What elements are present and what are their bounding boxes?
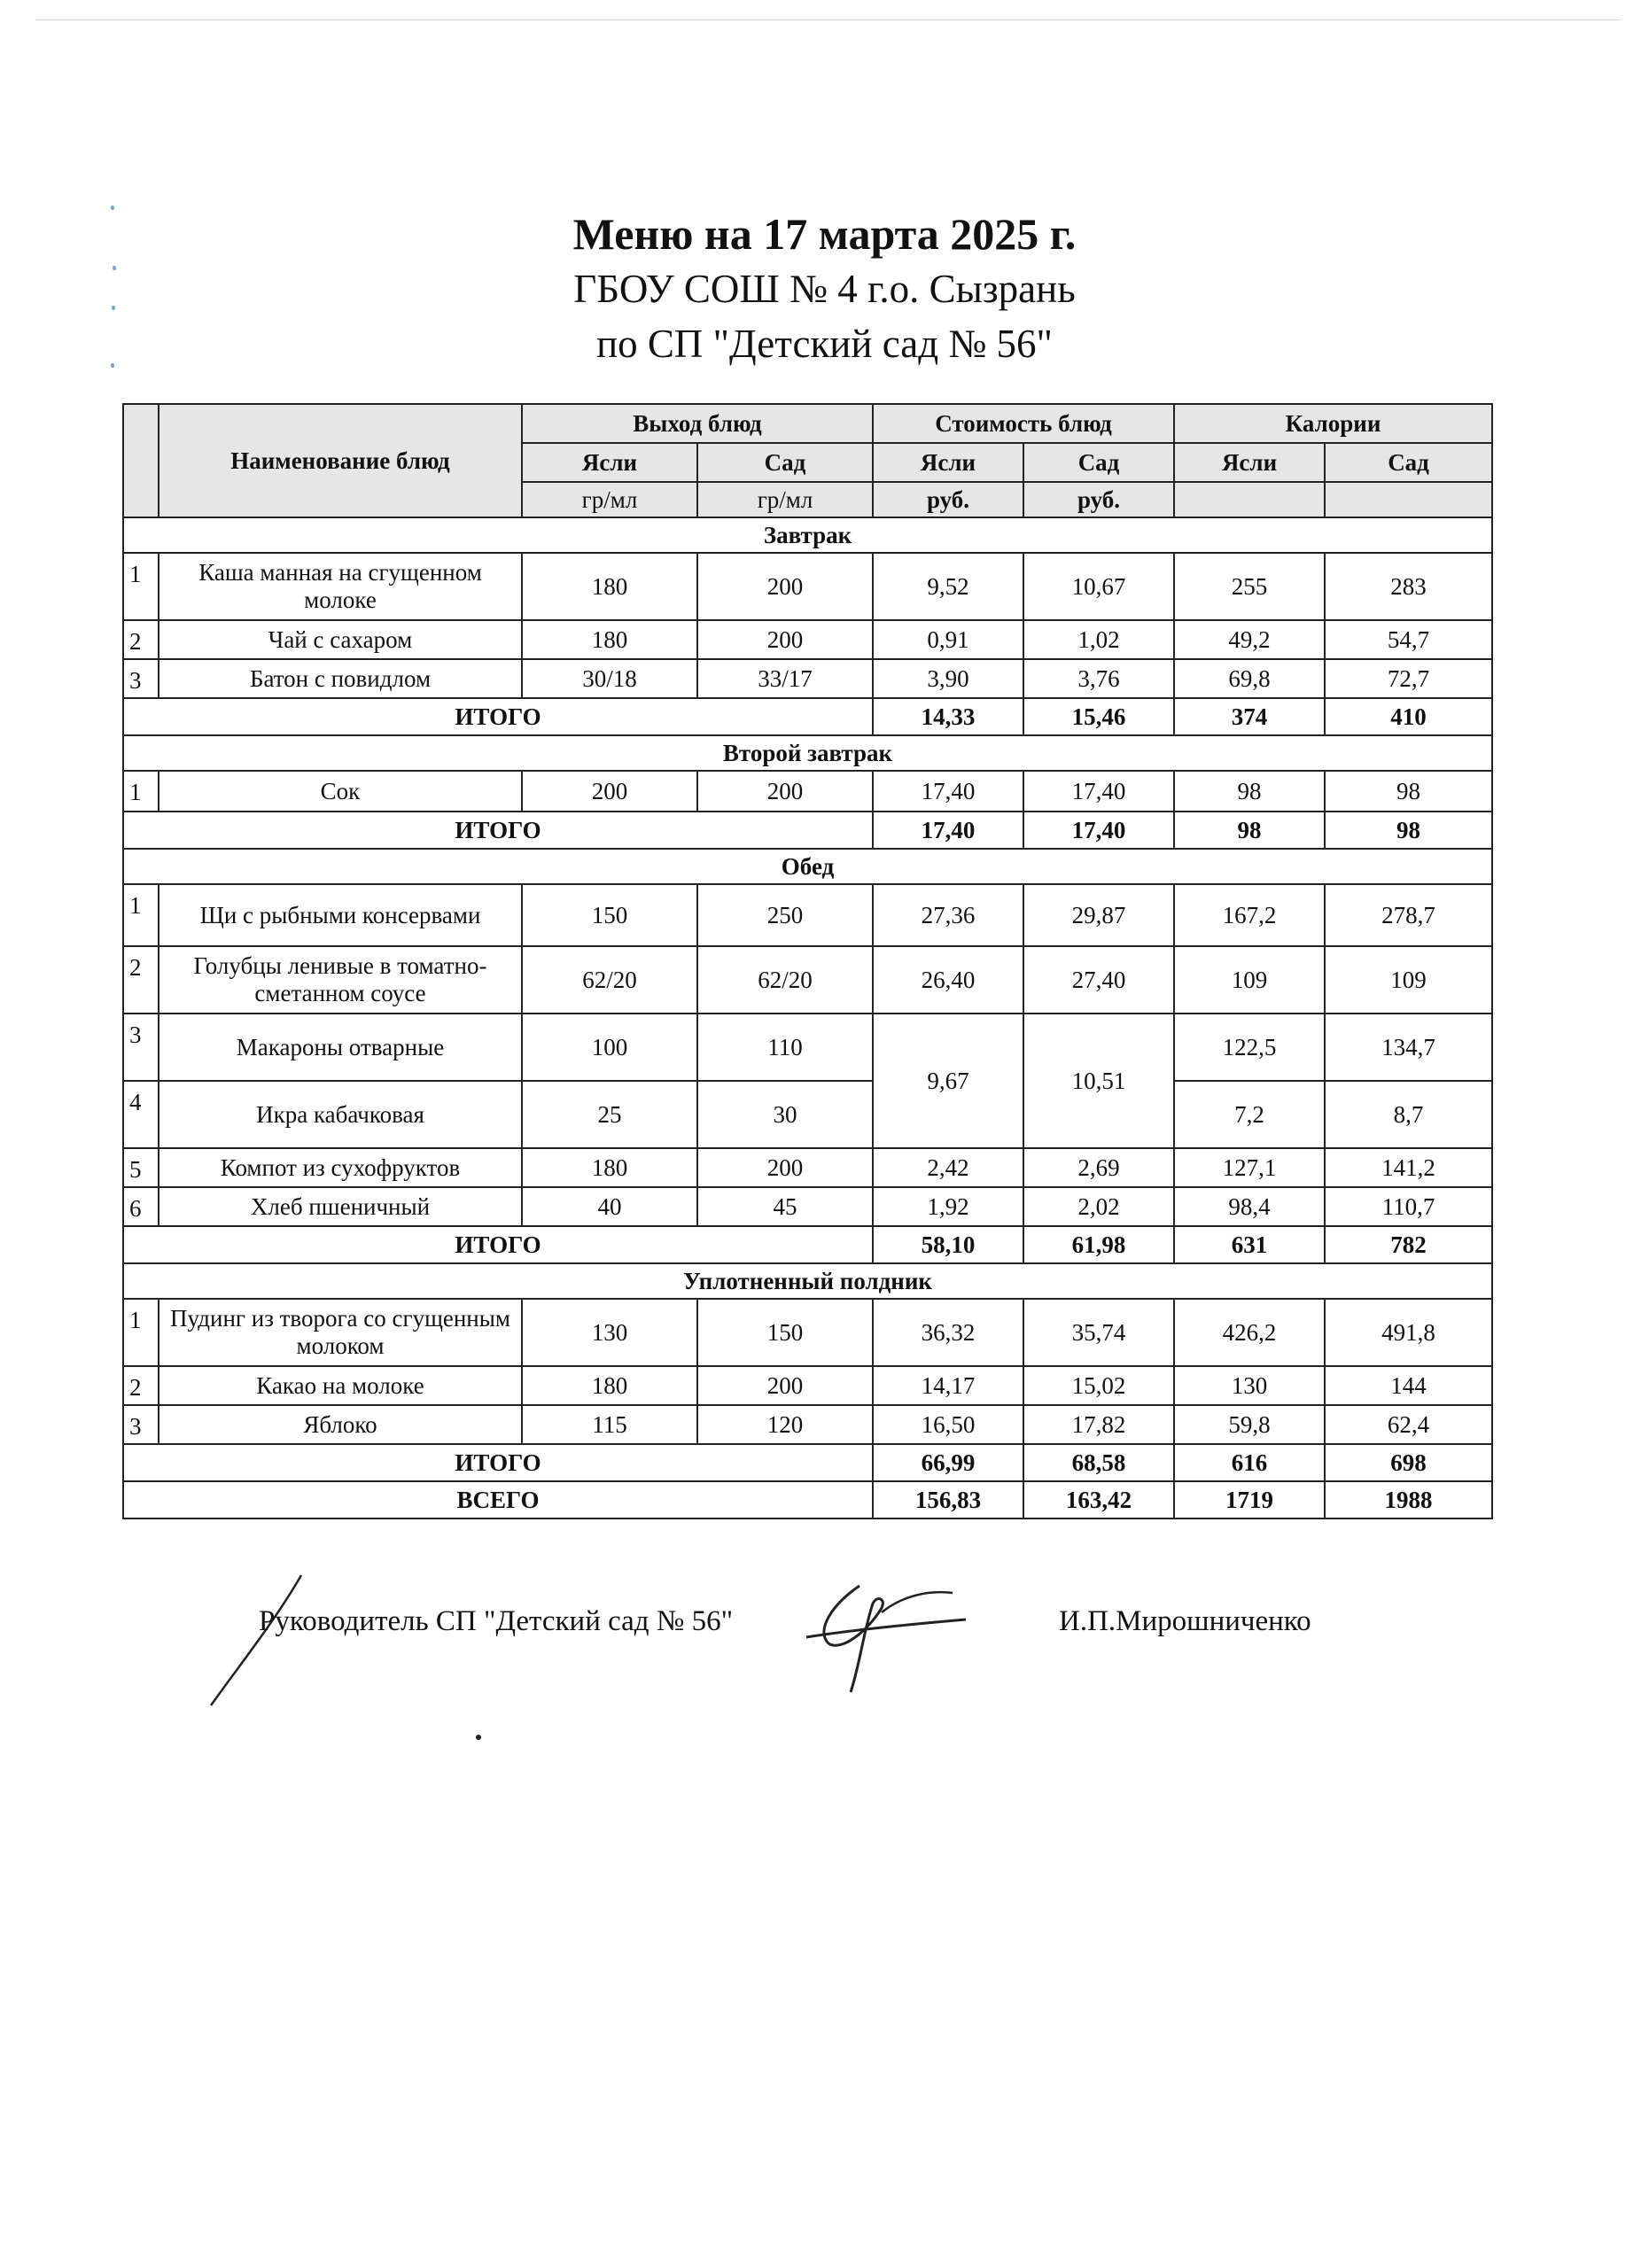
total-row-breakfast: [123, 698, 1492, 735]
output-sad: 110: [697, 1014, 873, 1081]
output-sad: 200: [697, 553, 873, 620]
grand-cal-yasli: 1719: [1174, 1481, 1325, 1518]
scan-dot: [476, 1735, 481, 1740]
cal-sad: 141,2: [1325, 1148, 1492, 1187]
output-yasli: 200: [522, 771, 697, 812]
cal-yasli: 130: [1174, 1366, 1325, 1405]
scan-top-edge: [35, 19, 1622, 20]
row-number: 1: [123, 771, 159, 812]
total-cal-yasli: 631: [1174, 1226, 1325, 1263]
cost-yasli-merged: 9,67: [873, 1014, 1023, 1148]
unit-name: по СП "Детский сад № 56": [596, 322, 1053, 366]
page-title: Меню на 17 марта 2025 г.: [572, 209, 1077, 259]
cal-sad: 54,7: [1325, 620, 1492, 659]
row-number: 1: [123, 884, 159, 946]
header-dish-name: Наименование блюд: [159, 404, 522, 517]
output-sad: 200: [697, 1366, 873, 1405]
table-row: [123, 884, 1492, 946]
total-cost-yasli: 66,99: [873, 1444, 1023, 1481]
output-sad: 30: [697, 1081, 873, 1148]
output-sad: 200: [697, 620, 873, 659]
cal-yasli: 49,2: [1174, 620, 1325, 659]
total-cal-sad: 410: [1325, 698, 1492, 735]
cost-sad: 1,02: [1023, 620, 1174, 659]
section-row-second-breakfast: [123, 735, 1492, 771]
cal-yasli: 98: [1174, 771, 1325, 812]
header-num-cell: [123, 404, 159, 517]
dish-name: Батон с повидлом: [159, 659, 522, 698]
unit-cal-sad: [1325, 482, 1492, 517]
row-number: 5: [123, 1148, 159, 1187]
dish-name: Хлеб пшеничный: [159, 1187, 522, 1226]
output-yasli: 40: [522, 1187, 697, 1226]
dish-name: Пудинг из творога со сгущенным молоком: [159, 1299, 522, 1366]
cal-sad: 62,4: [1325, 1405, 1492, 1444]
row-number: 3: [123, 1405, 159, 1444]
cost-yasli: 17,40: [873, 771, 1023, 812]
table-row: [123, 1299, 1492, 1366]
grand-cost-yasli: 156,83: [873, 1481, 1023, 1518]
total-cost-sad: 17,40: [1023, 812, 1174, 849]
dish-name: Чай с сахаром: [159, 620, 522, 659]
cal-sad: 491,8: [1325, 1299, 1492, 1366]
output-sad: 33/17: [697, 659, 873, 698]
output-yasli: 180: [522, 1366, 697, 1405]
cost-sad: 35,74: [1023, 1299, 1174, 1366]
cost-yasli: 27,36: [873, 884, 1023, 946]
total-row-second-breakfast: [123, 812, 1492, 849]
table-row: [123, 1405, 1492, 1444]
total-cal-yasli: 374: [1174, 698, 1325, 735]
unit-output-sad: гр/мл: [697, 482, 873, 517]
section-title: Обед: [123, 849, 1492, 884]
menu-table: [122, 403, 1493, 1519]
dish-name: Какао на молоке: [159, 1366, 522, 1405]
cost-sad-merged: 10,51: [1023, 1014, 1174, 1148]
header-output-sad: Сад: [697, 443, 873, 482]
total-cal-yasli: 616: [1174, 1444, 1325, 1481]
table-row: [123, 659, 1492, 698]
row-number: 2: [123, 1366, 159, 1405]
row-number: 2: [123, 946, 159, 1014]
cal-yasli: 255: [1174, 553, 1325, 620]
total-cost-yasli: 14,33: [873, 698, 1023, 735]
signatory-position: Руководитель СП "Детский сад № 56": [259, 1605, 734, 1637]
cal-yasli: 109: [1174, 946, 1325, 1014]
unit-output-yasli: гр/мл: [522, 482, 697, 517]
total-cost-yasli: 17,40: [873, 812, 1023, 849]
output-yasli: 130: [522, 1299, 697, 1366]
header-row-1: [123, 404, 1492, 443]
row-number: 6: [123, 1187, 159, 1226]
output-sad: 200: [697, 1148, 873, 1187]
section-title: Второй завтрак: [123, 735, 1492, 771]
section-title: Уплотненный полдник: [123, 1263, 1492, 1299]
cal-sad: 278,7: [1325, 884, 1492, 946]
total-label: ИТОГО: [123, 812, 873, 849]
cal-yasli: 7,2: [1174, 1081, 1325, 1148]
handwritten-signature: [797, 1568, 975, 1701]
cal-sad: 110,7: [1325, 1187, 1492, 1226]
output-sad: 45: [697, 1187, 873, 1226]
cost-sad: 29,87: [1023, 884, 1174, 946]
cal-yasli: 69,8: [1174, 659, 1325, 698]
total-row-lunch: [123, 1226, 1492, 1263]
cal-sad: 98: [1325, 771, 1492, 812]
table-row: [123, 1187, 1492, 1226]
signatory-name: И.П.Мирошниченко: [1059, 1605, 1311, 1637]
total-cost-sad: 15,46: [1023, 698, 1174, 735]
section-row-lunch: [123, 849, 1492, 884]
output-yasli: 115: [522, 1405, 697, 1444]
total-cal-sad: 698: [1325, 1444, 1492, 1481]
table-row: [123, 1366, 1492, 1405]
row-number: 3: [123, 659, 159, 698]
output-yasli: 100: [522, 1014, 697, 1081]
dish-name: Яблоко: [159, 1405, 522, 1444]
cal-sad: 283: [1325, 553, 1492, 620]
cal-sad: 134,7: [1325, 1014, 1492, 1081]
total-label: ИТОГО: [123, 1444, 873, 1481]
total-cost-sad: 61,98: [1023, 1226, 1174, 1263]
header-cal-yasli: Ясли: [1174, 443, 1325, 482]
dish-name: Каша манная на сгущенном молоке: [159, 553, 522, 620]
total-row-snack: [123, 1444, 1492, 1481]
header-cost-sad: Сад: [1023, 443, 1174, 482]
grand-total-label: ВСЕГО: [123, 1481, 873, 1518]
row-number: 1: [123, 553, 159, 620]
output-yasli: 180: [522, 553, 697, 620]
cost-sad: 15,02: [1023, 1366, 1174, 1405]
total-cost-sad: 68,58: [1023, 1444, 1174, 1481]
output-yasli: 180: [522, 1148, 697, 1187]
section-row-breakfast: [123, 517, 1492, 553]
school-name: ГБОУ СОШ № 4 г.о. Сызрань: [573, 267, 1076, 311]
total-label: ИТОГО: [123, 698, 873, 735]
total-cal-yasli: 98: [1174, 812, 1325, 849]
total-cost-yasli: 58,10: [873, 1226, 1023, 1263]
output-yasli: 62/20: [522, 946, 697, 1014]
output-sad: 120: [697, 1405, 873, 1444]
output-yasli: 30/18: [522, 659, 697, 698]
cal-yasli: 122,5: [1174, 1014, 1325, 1081]
cost-yasli: 3,90: [873, 659, 1023, 698]
table-row: [123, 946, 1492, 1014]
cal-sad: 144: [1325, 1366, 1492, 1405]
header-cost-yasli: Ясли: [873, 443, 1023, 482]
pen-stroke: [204, 1568, 310, 1710]
section-title: Завтрак: [123, 517, 1492, 553]
header-output: Выход блюд: [522, 404, 873, 443]
cost-yasli: 2,42: [873, 1148, 1023, 1187]
cal-yasli: 426,2: [1174, 1299, 1325, 1366]
header-cost: Стоимость блюд: [873, 404, 1174, 443]
cal-sad: 72,7: [1325, 659, 1492, 698]
dish-name: Макароны отварные: [159, 1014, 522, 1081]
cost-sad: 3,76: [1023, 659, 1174, 698]
grand-cost-sad: 163,42: [1023, 1481, 1174, 1518]
unit-cost-sad: руб.: [1023, 482, 1174, 517]
header-cal-sad: Сад: [1325, 443, 1492, 482]
output-sad: 150: [697, 1299, 873, 1366]
cost-sad: 2,69: [1023, 1148, 1174, 1187]
grand-total-row: [123, 1481, 1492, 1518]
dish-name: Щи с рыбными консервами: [159, 884, 522, 946]
cal-sad: 109: [1325, 946, 1492, 1014]
cost-sad: 17,40: [1023, 771, 1174, 812]
section-row-snack: [123, 1263, 1492, 1299]
cost-sad: 2,02: [1023, 1187, 1174, 1226]
output-yasli: 180: [522, 620, 697, 659]
cost-yasli: 36,32: [873, 1299, 1023, 1366]
cost-sad: 17,82: [1023, 1405, 1174, 1444]
row-number: 1: [123, 1299, 159, 1366]
cost-yasli: 14,17: [873, 1366, 1023, 1405]
cost-yasli: 9,52: [873, 553, 1023, 620]
total-label: ИТОГО: [123, 1226, 873, 1263]
row-number: 4: [123, 1081, 159, 1148]
total-cal-sad: 98: [1325, 812, 1492, 849]
unit-cost-yasli: руб.: [873, 482, 1023, 517]
output-sad: 62/20: [697, 946, 873, 1014]
output-sad: 200: [697, 771, 873, 812]
grand-cal-sad: 1988: [1325, 1481, 1492, 1518]
cost-yasli: 16,50: [873, 1405, 1023, 1444]
dish-name: Сок: [159, 771, 522, 812]
row-number: 3: [123, 1014, 159, 1081]
table-row: [123, 771, 1492, 812]
row-number: 2: [123, 620, 159, 659]
table-row: [123, 553, 1492, 620]
table-row: [123, 620, 1492, 659]
table-row: [123, 1148, 1492, 1187]
cal-yasli: 167,2: [1174, 884, 1325, 946]
table-row: [123, 1014, 1492, 1081]
cost-yasli: 1,92: [873, 1187, 1023, 1226]
output-yasli: 150: [522, 884, 697, 946]
unit-cal-yasli: [1174, 482, 1325, 517]
dish-name: Икра кабачковая: [159, 1081, 522, 1148]
output-sad: 250: [697, 884, 873, 946]
cost-yasli: 26,40: [873, 946, 1023, 1014]
header-calories: Калории: [1174, 404, 1492, 443]
cost-sad: 27,40: [1023, 946, 1174, 1014]
header-output-yasli: Ясли: [522, 443, 697, 482]
cal-yasli: 98,4: [1174, 1187, 1325, 1226]
cost-yasli: 0,91: [873, 620, 1023, 659]
cal-yasli: 127,1: [1174, 1148, 1325, 1187]
cal-yasli: 59,8: [1174, 1405, 1325, 1444]
total-cal-sad: 782: [1325, 1226, 1492, 1263]
table-row: [123, 1081, 1492, 1148]
dish-name: Компот из сухофруктов: [159, 1148, 522, 1187]
cost-sad: 10,67: [1023, 553, 1174, 620]
cal-sad: 8,7: [1325, 1081, 1492, 1148]
dish-name: Голубцы ленивые в томатно-сметанном соусе: [159, 946, 522, 1014]
output-yasli: 25: [522, 1081, 697, 1148]
